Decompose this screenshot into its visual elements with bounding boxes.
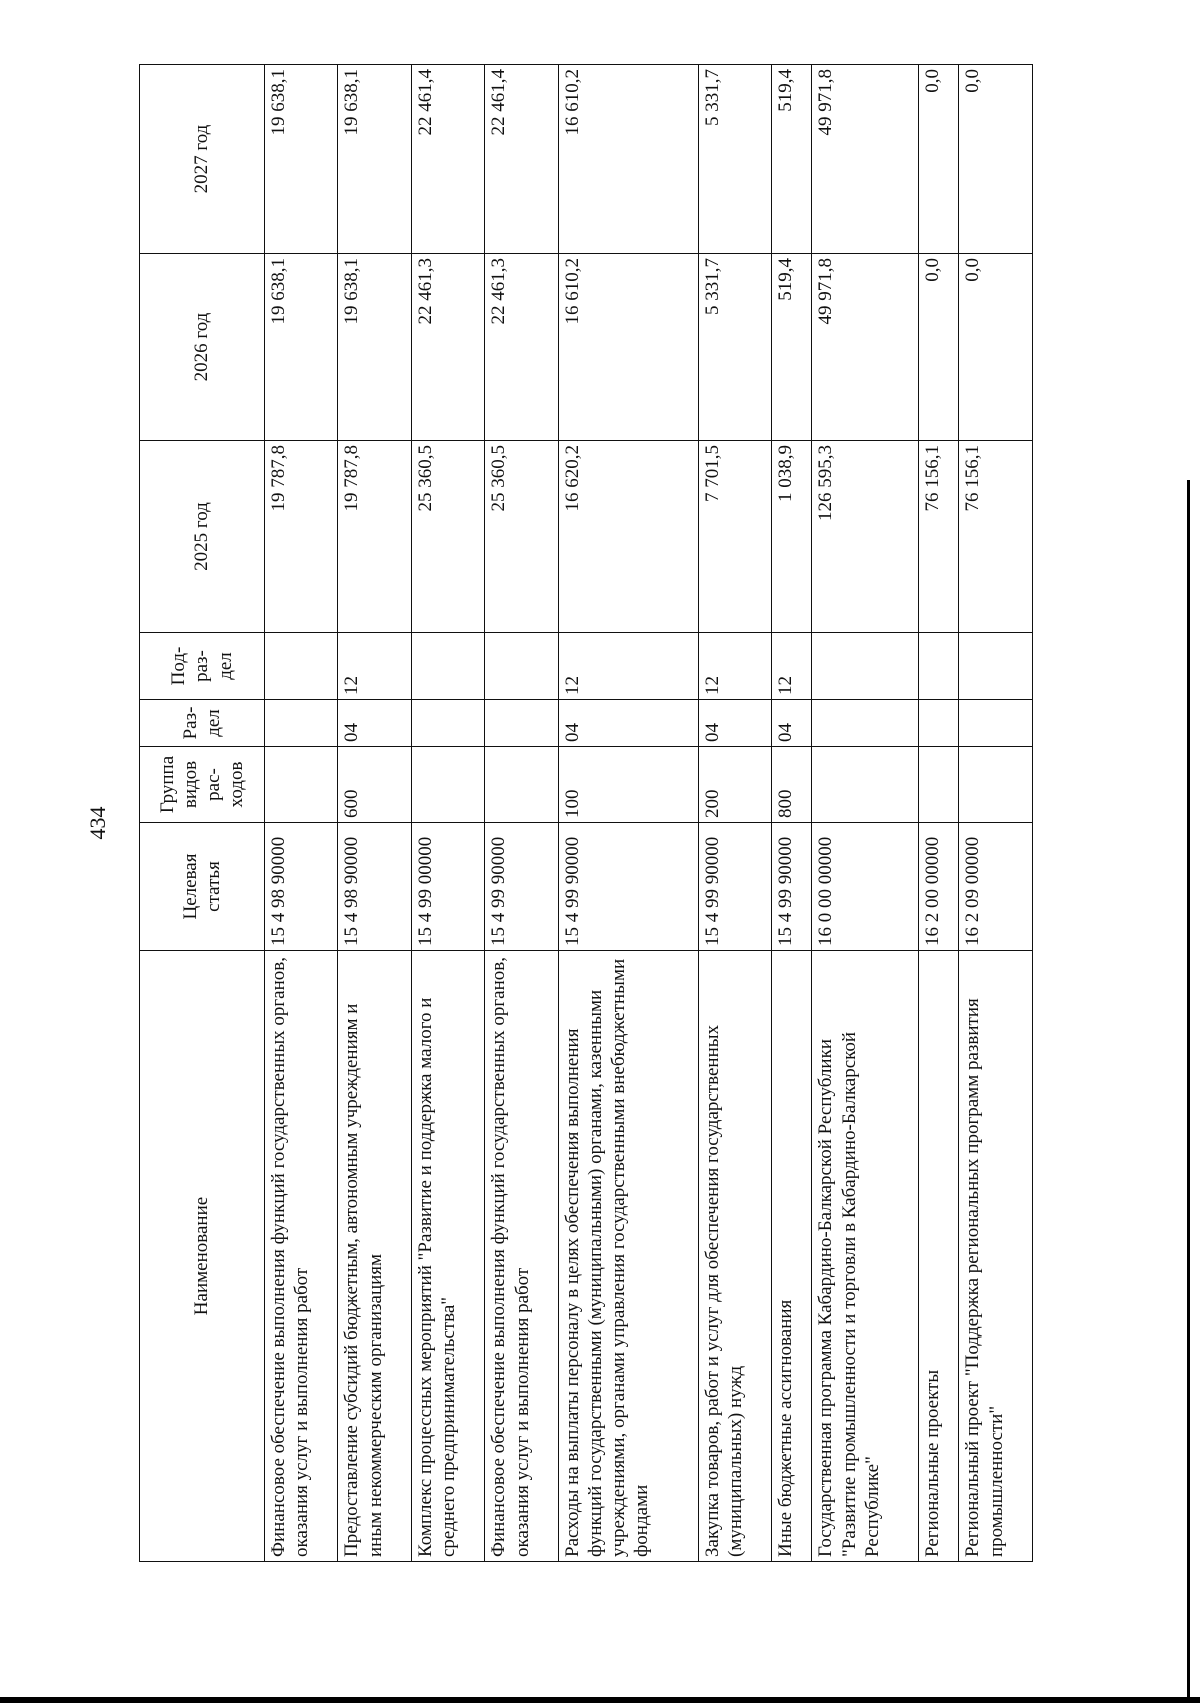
cell-2025: 76 156,1 [959, 441, 1033, 633]
cell-subsection [959, 633, 1033, 700]
cell-subsection [919, 633, 959, 700]
cell-2026: 22 461,3 [485, 254, 558, 441]
cell-group [919, 747, 959, 823]
cell-2026: 0,0 [959, 254, 1033, 441]
cell-2027: 519,4 [772, 65, 812, 254]
cell-target: 15 4 99 00000 [411, 823, 484, 951]
cell-subsection: 12 [338, 633, 411, 700]
cell-target: 15 4 99 90000 [772, 823, 812, 951]
cell-section [959, 700, 1033, 747]
table-row [698, 65, 771, 1562]
scan-edge-bottom [0, 1697, 1200, 1703]
cell-subsection [485, 633, 558, 700]
cell-group [812, 747, 919, 823]
cell-group [411, 747, 484, 823]
cell-section: 04 [698, 700, 771, 747]
table-row [265, 65, 338, 1562]
cell-2027: 0,0 [919, 65, 959, 254]
cell-2025: 1 038,9 [772, 441, 812, 633]
cell-2027: 19 638,1 [265, 65, 338, 254]
cell-group [485, 747, 558, 823]
cell-subsection [265, 633, 338, 700]
cell-group: 600 [338, 747, 411, 823]
cell-2027: 22 461,4 [485, 65, 558, 254]
cell-2025: 25 360,5 [411, 441, 484, 633]
cell-target: 15 4 99 90000 [698, 823, 771, 951]
cell-target: 15 4 98 90000 [265, 823, 338, 951]
page-number: 434 [85, 806, 110, 840]
cell-section [411, 700, 484, 747]
cell-section: 04 [558, 700, 698, 747]
cell-name: Финансовое обеспечение выполнения функций государственных органов, оказания услуг и выполнения работ [265, 951, 338, 1562]
cell-name: Региональный проект "Поддержка региональных программ развития промышленности" [959, 951, 1033, 1562]
header-year-2026: 2026 год [140, 254, 265, 441]
cell-target: 15 4 99 90000 [558, 823, 698, 951]
cell-name: Иные бюджетные ассигнования [772, 951, 812, 1562]
cell-2027: 49 971,8 [812, 65, 919, 254]
cell-2026: 22 461,3 [411, 254, 484, 441]
cell-subsection: 12 [772, 633, 812, 700]
table-row [411, 65, 484, 1562]
cell-group [959, 747, 1033, 823]
cell-name: Предоставление субсидий бюджетным, автономным учреждениям и иным некоммерческим организациям [338, 951, 411, 1562]
header-row [140, 65, 265, 1562]
cell-target: 16 0 00 00000 [812, 823, 919, 951]
cell-name: Государственная программа Кабардино-Балкарской Республики "Развитие промышленности и торговли в Кабардино-Балкарской Республике" [812, 951, 919, 1562]
cell-2026: 519,4 [772, 254, 812, 441]
cell-target: 16 2 09 00000 [959, 823, 1033, 951]
budget-table [139, 64, 1033, 1562]
table-row [338, 65, 411, 1562]
cell-2025: 76 156,1 [919, 441, 959, 633]
cell-2025: 7 701,5 [698, 441, 771, 633]
cell-group: 800 [772, 747, 812, 823]
cell-2026: 5 331,7 [698, 254, 771, 441]
cell-2027: 22 461,4 [411, 65, 484, 254]
cell-2025: 126 595,3 [812, 441, 919, 633]
cell-subsection: 12 [698, 633, 771, 700]
cell-2027: 19 638,1 [338, 65, 411, 254]
cell-name: Комплекс процессных мероприятий "Развитие и поддержка малого и среднего предпринимательства" [411, 951, 484, 1562]
cell-2026: 0,0 [919, 254, 959, 441]
cell-subsection [812, 633, 919, 700]
cell-group [265, 747, 338, 823]
table-row [485, 65, 558, 1562]
cell-section: 04 [338, 700, 411, 747]
cell-2025: 16 620,2 [558, 441, 698, 633]
cell-section [919, 700, 959, 747]
cell-target: 15 4 98 90000 [338, 823, 411, 951]
cell-target: 15 4 99 90000 [485, 823, 558, 951]
cell-2026: 16 610,2 [558, 254, 698, 441]
cell-name: Финансовое обеспечение выполнения функций государственных органов, оказания услуг и выполнения работ [485, 951, 558, 1562]
header-group: Группа видов рас-ходов [140, 747, 265, 823]
header-name: Наименование [140, 951, 265, 1562]
budget-table-container [139, 65, 1033, 1562]
cell-group: 100 [558, 747, 698, 823]
cell-2026: 19 638,1 [338, 254, 411, 441]
cell-2027: 0,0 [959, 65, 1033, 254]
cell-section: 04 [772, 700, 812, 747]
table-row [812, 65, 919, 1562]
cell-2025: 19 787,8 [338, 441, 411, 633]
table-row [959, 65, 1033, 1562]
scan-edge-right [1187, 480, 1190, 1703]
table-row [558, 65, 698, 1562]
cell-name: Расходы на выплаты персоналу в целях обеспечения выполнения функций государственными (муниципальными) органами, казенными учреждениями, органами управления государственными внебюджетными фондами [558, 951, 698, 1562]
cell-section [265, 700, 338, 747]
cell-name: Закупка товаров, работ и услуг для обеспечения государственных (муниципальных) нужд [698, 951, 771, 1562]
cell-2026: 49 971,8 [812, 254, 919, 441]
cell-section [812, 700, 919, 747]
cell-2027: 5 331,7 [698, 65, 771, 254]
cell-subsection: 12 [558, 633, 698, 700]
cell-2026: 19 638,1 [265, 254, 338, 441]
header-section: Раз-дел [140, 700, 265, 747]
header-year-2025: 2025 год [140, 441, 265, 633]
table-row [772, 65, 812, 1562]
table-row [919, 65, 959, 1562]
cell-section [485, 700, 558, 747]
cell-group: 200 [698, 747, 771, 823]
cell-2025: 19 787,8 [265, 441, 338, 633]
header-year-2027: 2027 год [140, 65, 265, 254]
header-target: Целевая статья [140, 823, 265, 951]
cell-2025: 25 360,5 [485, 441, 558, 633]
cell-subsection [411, 633, 484, 700]
header-subsection: Под-раз-дел [140, 633, 265, 700]
cell-target: 16 2 00 00000 [919, 823, 959, 951]
cell-name: Региональные проекты [919, 951, 959, 1562]
cell-2027: 16 610,2 [558, 65, 698, 254]
